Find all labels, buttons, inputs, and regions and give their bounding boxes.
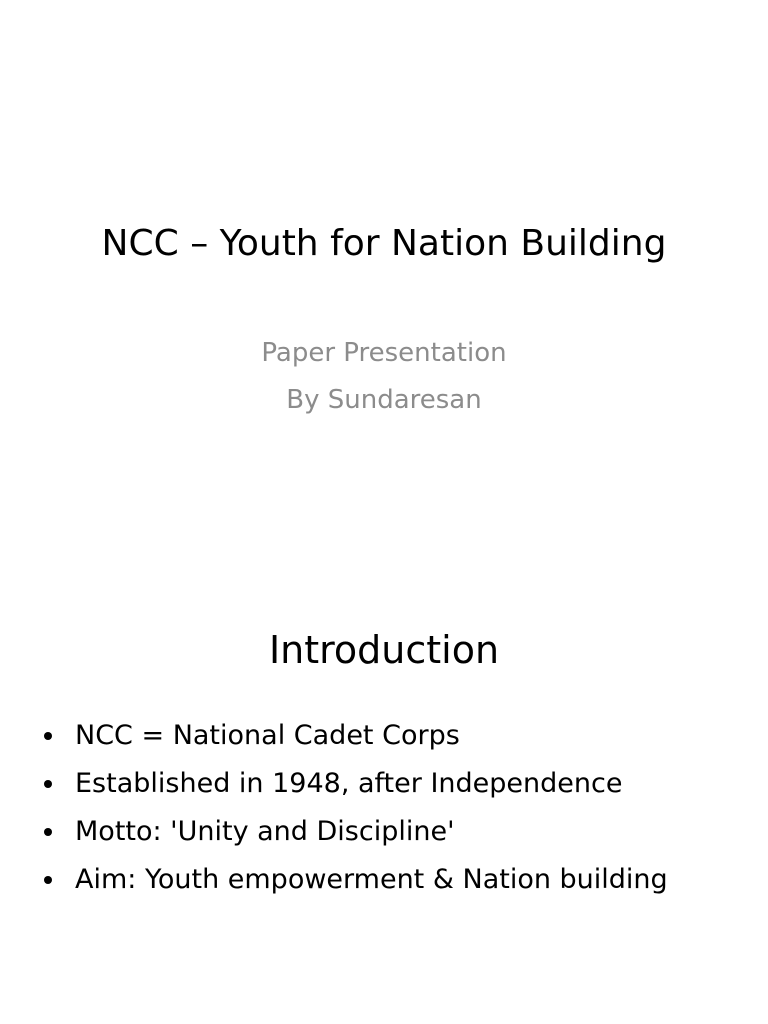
slide-heading: Introduction [268, 628, 500, 672]
introduction-slide [0, 512, 768, 1024]
bullet-icon [44, 828, 52, 836]
bullet-text: Established in 1948, after Independence [75, 768, 623, 799]
bullet-icon [44, 780, 52, 788]
bullet-item [40, 760, 760, 808]
subtitle-line: Paper Presentation [261, 338, 507, 368]
bullet-list [40, 712, 760, 904]
presentation-subtitle [0, 330, 768, 424]
bullet-icon [44, 876, 52, 884]
subtitle-line: By Sundaresan [286, 385, 482, 415]
bullet-item [40, 712, 760, 760]
bullet-item [40, 808, 760, 856]
bullet-icon [44, 732, 52, 740]
bullet-text: Aim: Youth empowerment & Nation building [75, 864, 668, 895]
presentation-title: NCC – Youth for Nation Building [101, 223, 667, 264]
bullet-text: NCC = National Cadet Corps [75, 720, 460, 751]
bullet-text: Motto: 'Unity and Discipline' [75, 816, 455, 847]
bullet-item [40, 856, 760, 904]
